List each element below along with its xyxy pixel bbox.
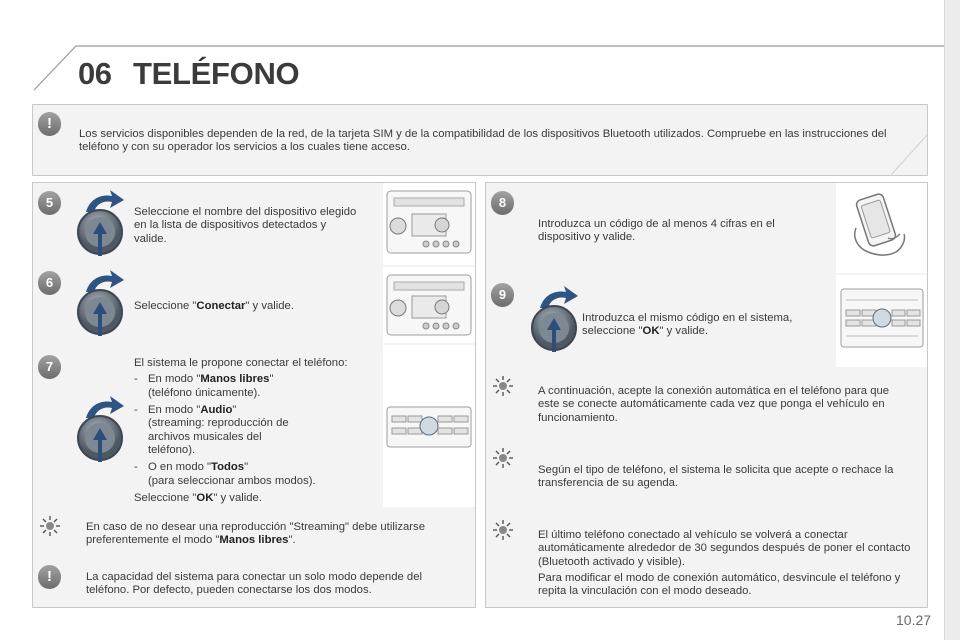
list-dash: - (134, 461, 138, 474)
step-6-text-pre: Seleccione " (134, 300, 197, 312)
page-number: 10.27 (896, 612, 932, 628)
step-5-text: Seleccione el nombre del dispositivo elegido en la lista de dispositivos detectados y valide. (134, 206, 357, 245)
tip-last-phone-para-1: El último teléfono conectado al vehículo se volverá a conectar automáticamente alrededor de 30 segundos después de poner el contacto (Bluetooth activado y visible). (538, 529, 911, 568)
knob-press-icon (526, 282, 582, 354)
step-9-text-bold: OK (642, 325, 660, 338)
warning-capacity-text: La capacidad del sistema para conectar un solo modo depende del teléfono. Por defecto, pueden conectarse los dos modos. (86, 571, 422, 597)
option-pre: En modo " (148, 403, 201, 416)
step-7-option-hands-free (134, 373, 364, 400)
knob-press-icon (72, 392, 128, 464)
option-sub: (streaming: reproducción de archivos musicales del teléfono). (148, 417, 289, 456)
step-7-option-all (134, 461, 364, 488)
tip-sun-icon (39, 515, 61, 537)
option-pre: O en modo " (148, 461, 212, 474)
radio-unit-image (386, 274, 472, 336)
tip-streaming-post: ". (288, 534, 296, 547)
radio-unit-image (386, 190, 472, 254)
step-7-intro: El sistema le propone conectar el teléfono: (134, 357, 348, 369)
tip-agenda-text: Según el tipo de teléfono, el sistema le solicita que acepte o rechace la transferencia de su agenda. (538, 464, 894, 490)
tip-sun-icon (492, 375, 514, 397)
page-title: TELÉFONO (133, 56, 300, 91)
list-dash: - (134, 403, 138, 416)
option-bold: Manos libres (200, 373, 270, 386)
step-7-badge: 7 (38, 355, 61, 379)
option-sub: (para seleccionar ambos modos). (148, 474, 316, 487)
step-6-badge: 6 (38, 271, 61, 295)
tip-auto-accept-text: A continuación, acepte la conexión automática en el teléfono para que este se conecte automáticamente cada vez que ponga el vehículo en funcionamiento. (538, 385, 890, 424)
step-7-text (134, 357, 364, 508)
warning-icon: ! (38, 565, 61, 589)
tip-streaming-pre: En caso de no desear una reproducción "Streaming" debe utilizarse preferentemente el modo " (86, 521, 425, 547)
step-9-text-post: " y valide. (659, 325, 709, 338)
option-pre: En modo " (148, 373, 201, 386)
page-edge-strip (944, 0, 960, 640)
tip-streaming-bold: Manos libres (219, 534, 289, 547)
step-6-text (134, 300, 364, 313)
outro-pre: Seleccione " (134, 491, 197, 504)
list-dash: - (134, 373, 138, 386)
radio-panel-image (840, 288, 924, 348)
chapter-number: 06 (78, 56, 112, 91)
option-post: " (269, 373, 274, 386)
option-sub: (teléfono únicamente). (148, 386, 261, 399)
step-6-text-bold: Conectar (196, 300, 246, 312)
tip-last-phone-para-2: Para modificar el modo de conexión automático, desvincule el teléfono y repita la vinculación con el modo deseado. (538, 571, 901, 598)
step-7-option-audio (134, 404, 364, 457)
step-6-text-post: " y valide. (245, 300, 294, 312)
tip-sun-icon (492, 447, 514, 469)
warning-icon: ! (38, 112, 61, 136)
step-9-badge: 9 (491, 283, 514, 307)
outro-post: " y valide. (213, 491, 262, 504)
step-8-badge: 8 (491, 191, 514, 215)
option-bold: Todos (211, 461, 245, 474)
option-bold: Audio (200, 403, 233, 416)
tip-last-phone-text (538, 529, 918, 602)
smartphone-in-hand-image (848, 190, 914, 264)
knob-press-icon (72, 266, 128, 338)
step-9-text-pre: Introduzca el mismo código en el sistema, seleccione " (582, 312, 793, 338)
tip-sun-icon (492, 519, 514, 541)
step-7-outro (134, 492, 364, 505)
top-note-text: Los servicios disponibles dependen de la red, de la tarjeta SIM y de la compatibilidad de los dispositivos Bluetooth utilizados. Compruebe en las instrucciones del teléfono y con su operador los servicios a los cuales tiene acceso. (79, 128, 887, 154)
step-9-text (582, 312, 807, 339)
outro-bold: OK (196, 491, 214, 504)
step-8-text: Introduzca un código de al menos 4 cifras en el dispositivo y valide. (538, 218, 775, 244)
step-5-badge: 5 (38, 191, 61, 215)
option-post: " (232, 403, 237, 416)
radio-panel-image (386, 406, 472, 448)
tip-streaming-text (86, 521, 436, 548)
option-post: " (244, 461, 249, 474)
knob-press-icon (72, 186, 128, 258)
